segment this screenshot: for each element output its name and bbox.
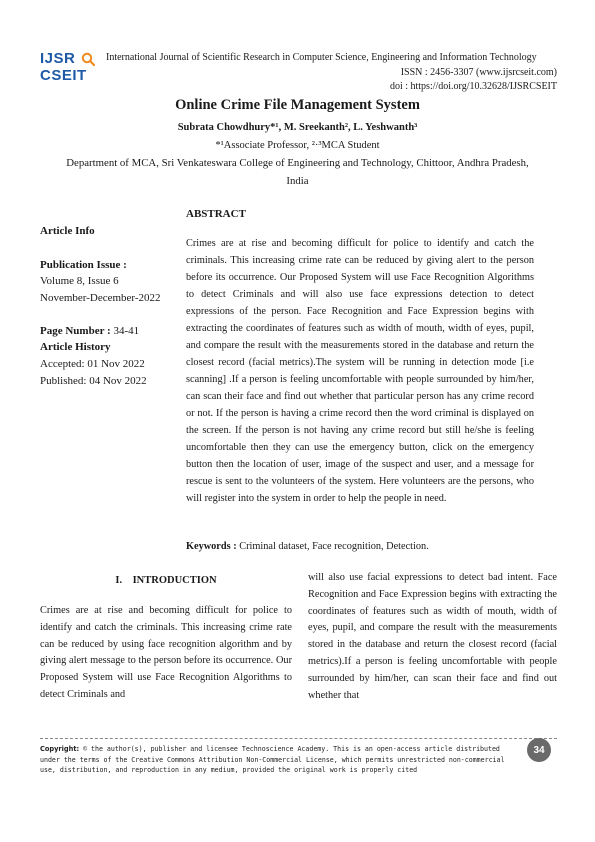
page-number-value: 34-41 <box>110 325 140 337</box>
page-number-badge <box>527 738 551 762</box>
volume-issue: Volume 8, Issue 6 <box>40 275 119 287</box>
published-date: Published: 04 Nov 2022 <box>40 375 147 387</box>
keywords-label: Keywords : <box>186 541 237 552</box>
footer-divider <box>40 738 557 739</box>
paper-title: Online Crime File Management System <box>175 97 420 113</box>
author-roles: *¹Associate Professor, ²·³MCA Student <box>215 140 380 151</box>
section-heading-introduction: I. INTRODUCTION <box>115 575 217 586</box>
doi[interactable]: doi : https://doi.org/10.32628/IJSRCSEIT <box>389 81 557 92</box>
article-history-label: Article History <box>40 341 111 353</box>
logo-bottom-text: CSEIT <box>40 67 87 84</box>
copyright-notice <box>40 744 518 776</box>
abstract-heading: ABSTRACT <box>186 208 246 220</box>
intro-column-2: will also use facial expressions to detect bad intent. Face Recognition and Face Expression begins with extracting the coordinates of features such as width of mouth, width of eyes, pupil, and compare the result with the measurements stored in the database and return the closest record (facial metrics).If a person is feeling uncomfortable with people surrounded by him/her, can scan their face and find out whether that <box>308 572 557 701</box>
affiliation-line-1: Department of MCA, Sri Venkateswara College of Engineering and Technology, Chittoor, Andhra Pradesh, <box>66 157 529 169</box>
copyright-text: © the author(s), publisher and licensee Technoscience Academy. This is an open-access article distributed under the terms of the Creative Commons Attribution Non-Commercial License, which permits unrestricted non-commercial use, distribution, and reproduction in any medium, provided the original work is properly cited <box>40 745 505 774</box>
page-number-label: Page Number : <box>40 325 111 337</box>
keywords-value: Criminal dataset, Face recognition, Detection. <box>236 541 429 552</box>
page-number-row <box>40 324 139 339</box>
paper-authors: Subrata Chowdhury*¹, M. Sreekanth², L. Yeshwanth³ <box>177 122 418 133</box>
copyright-label: Copyright: <box>40 745 80 753</box>
affiliation-line-2: India <box>286 175 309 187</box>
article-info-heading: Article Info <box>40 225 95 237</box>
logo-top-text: IJSR <box>40 50 76 67</box>
abstract-text: Crimes are at rise and becoming difficult for police to identify and catch the criminals. This increasing crime rate can be reduced by giving alert to the person before its occurrence. Our Proposed System will use Face Recognition Algorithms to detect Criminals and will also use face expressions detection to detect expressions of the person. Face Recognition and Face Expression begins with extracting the coordinates of features such as width of mouth, width of eyes, pupil, and compare the result with the measurements stored in the database and return the closest record (facial metrics).The system will be running in detection mode [i.e scanning] .If a person is feeling uncomfortable with people surrounded by him/her, can scan their face and find out whether that particular person has any crime record or not. If the person is having a crime record then the word criminal is displayed on the screen. If the person is not having any crime record but still he/she is feeling uncomfortable then they can use the emergency button, click on the emergency button then the location of user, image of the suspect and user, and a message for rescue is sent to the volunteers of the system. Here volunteers are the persons, who will register into the system in order to help the people in need. <box>186 238 534 504</box>
intro-column-1: Crimes are at rise and becoming difficult for police to identify and catch the criminals. This increasing crime rate can be reduced by using face recognition algorithm and by giving alert message to the person before its occurrence. Our Proposed System will use Face Recognition Algorithms to detect Criminals and <box>40 605 292 700</box>
issn: ISSN : 2456-3307 (www.ijsrcseit.com) <box>400 67 557 78</box>
accepted-date: Accepted: 01 Nov 2022 <box>40 358 145 370</box>
journal-name: International Journal of Scientific Research in Computer Science, Engineering and Information Technology <box>106 52 537 63</box>
page-number: 34 <box>533 744 545 756</box>
keywords-row <box>186 541 429 552</box>
publication-issue-label: Publication Issue : <box>40 259 127 271</box>
journal-logo <box>40 51 100 89</box>
magnifier-icon <box>81 52 95 66</box>
issue-date-range: November-December-2022 <box>40 292 161 304</box>
